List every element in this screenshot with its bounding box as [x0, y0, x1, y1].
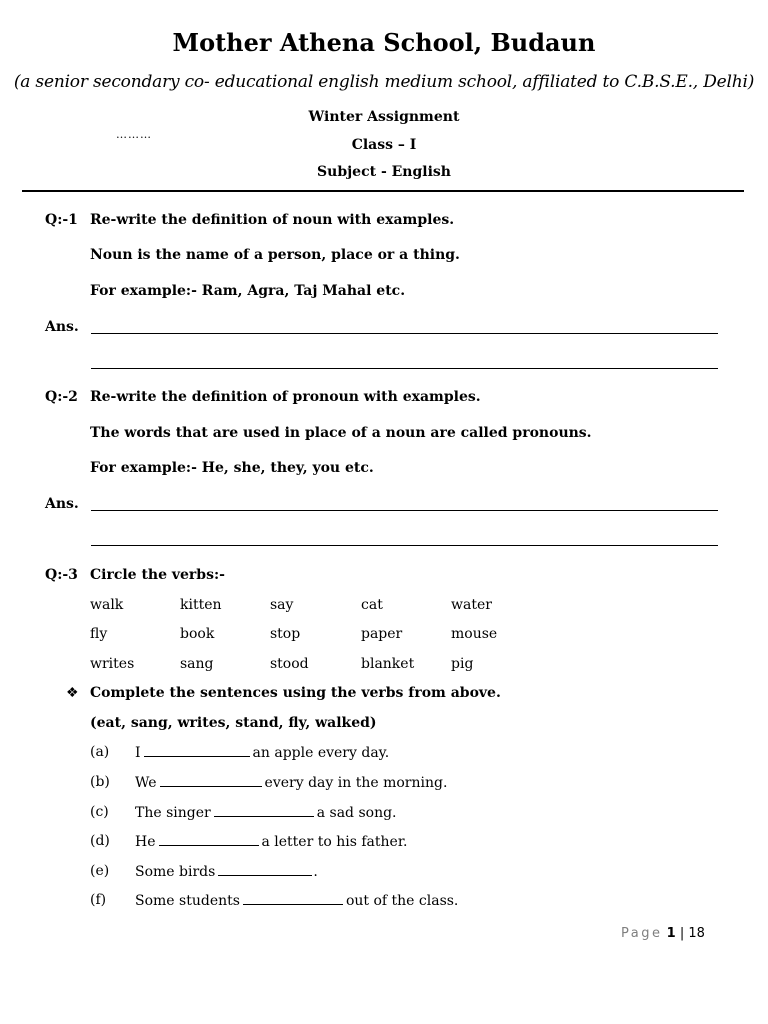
- diamond-bullet-icon: ❖: [66, 685, 79, 701]
- page-number: 1: [666, 926, 676, 941]
- q2-answer-line-2[interactable]: [91, 545, 718, 546]
- total-pages: 18: [688, 926, 705, 941]
- q1-ans-label: Ans.: [45, 319, 79, 335]
- sentence-a-before: I: [135, 745, 141, 761]
- q1-example: For example:- Ram, Agra, Taj Mahal etc.: [90, 283, 406, 299]
- header-divider: [22, 190, 744, 192]
- sentence-d-after: a letter to his father.: [261, 834, 408, 850]
- word-pig[interactable]: pig: [451, 656, 474, 672]
- q3-question: Circle the verbs:-: [90, 567, 225, 583]
- sentence-b-blank[interactable]: [160, 774, 262, 787]
- sentence-f-blank[interactable]: [243, 892, 343, 905]
- sentence-f: [135, 892, 458, 909]
- q1-answer-line-2[interactable]: [91, 368, 718, 369]
- q3-instruction: Complete the sentences using the verbs from above.: [90, 685, 501, 701]
- q2-question: Re-write the definition of pronoun with examples.: [90, 389, 481, 405]
- word-water[interactable]: water: [451, 597, 492, 613]
- word-walk[interactable]: walk: [90, 597, 124, 613]
- sentence-a-letter: (a): [90, 744, 110, 760]
- word-fly[interactable]: fly: [90, 626, 108, 642]
- sentence-d: [135, 833, 407, 850]
- word-stop[interactable]: stop: [270, 626, 301, 642]
- q1-label: Q:-1: [45, 212, 78, 228]
- page-footer: [621, 926, 705, 941]
- sentence-c-before: The singer: [135, 805, 211, 821]
- sentence-e-after: .: [313, 864, 318, 880]
- q1-definition: Noun is the name of a person, place or a thing.: [90, 247, 460, 263]
- q1-question: Re-write the definition of noun with examples.: [90, 212, 455, 228]
- word-book[interactable]: book: [180, 626, 215, 642]
- sentence-a-blank[interactable]: [144, 744, 250, 757]
- q3-verb-list: (eat, sang, writes, stand, fly, walked): [90, 715, 377, 731]
- sentence-f-letter: (f): [90, 892, 107, 908]
- word-kitten[interactable]: kitten: [180, 597, 222, 613]
- q2-answer-line-1[interactable]: [91, 510, 718, 511]
- class-label: Class – I: [351, 137, 417, 153]
- q2-example: For example:- He, she, they, you etc.: [90, 460, 374, 476]
- q1-answer-line-1[interactable]: [91, 333, 718, 334]
- sentence-c-letter: (c): [90, 804, 109, 820]
- sentence-f-after: out of the class.: [345, 893, 459, 909]
- q2-definition: The words that are used in place of a noun are called pronouns.: [90, 425, 592, 441]
- assignment-title: Winter Assignment: [308, 109, 460, 125]
- word-mouse[interactable]: mouse: [451, 626, 498, 642]
- sentence-c: [135, 804, 397, 821]
- page-separator: |: [679, 926, 685, 941]
- sentence-d-letter: (d): [90, 833, 110, 849]
- subject-label: Subject - English: [317, 164, 451, 180]
- q2-ans-label: Ans.: [45, 496, 79, 512]
- sentence-c-blank[interactable]: [214, 804, 314, 817]
- word-say[interactable]: say: [270, 597, 294, 613]
- page-label: Page: [621, 926, 663, 941]
- sentence-b-after: every day in the morning.: [264, 775, 448, 791]
- sentence-b: [135, 774, 447, 791]
- school-name: Mother Athena School, Budaun: [172, 28, 596, 57]
- sentence-e-before: Some birds: [135, 864, 216, 880]
- q2-label: Q:-2: [45, 389, 78, 405]
- sentence-e: [135, 863, 318, 880]
- q3-label: Q:-3: [45, 567, 78, 583]
- sentence-a: [135, 744, 389, 761]
- word-cat[interactable]: cat: [361, 597, 383, 613]
- word-writes[interactable]: writes: [90, 656, 135, 672]
- sentence-e-letter: (e): [90, 863, 110, 879]
- sentence-b-letter: (b): [90, 774, 110, 790]
- school-subtitle: (a senior secondary co- educational english medium school, affiliated to C.B.S.E., Delhi): [13, 72, 755, 92]
- word-paper[interactable]: paper: [361, 626, 403, 642]
- dots-mark: ………: [116, 128, 152, 141]
- word-stood[interactable]: stood: [270, 656, 309, 672]
- word-sang[interactable]: sang: [180, 656, 214, 672]
- sentence-a-after: an apple every day.: [252, 745, 390, 761]
- sentence-d-before: He: [135, 834, 156, 850]
- sentence-c-after: a sad song.: [316, 805, 397, 821]
- word-blanket[interactable]: blanket: [361, 656, 415, 672]
- sentence-b-before: We: [135, 775, 157, 791]
- sentence-d-blank[interactable]: [159, 833, 259, 846]
- sentence-e-blank[interactable]: [218, 863, 312, 876]
- sentence-f-before: Some students: [135, 893, 240, 909]
